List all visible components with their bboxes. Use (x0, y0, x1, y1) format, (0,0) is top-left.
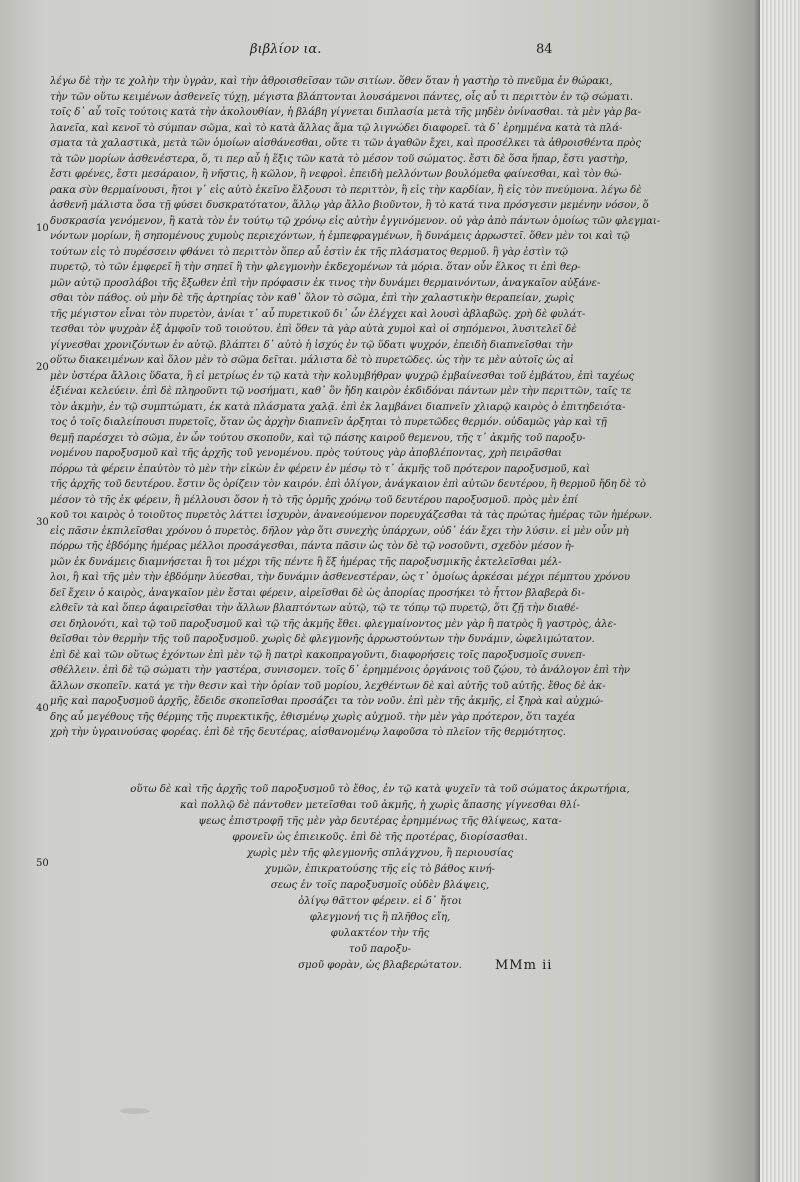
tapered-line: χυμῶν, ἐπικρατούσης τῆς εἰς τὸ βάθος κινή- (264, 864, 496, 875)
text-line: δεῖ ἔχειν ὁ καιρὸς, ἀναγκαῖον μὲν ἔσται φέρειν, αἰρεῖσθαι δὲ ὡς ἀπορίας προσήκει τὸ ἧττον βλαβερὰ δι- (50, 587, 585, 599)
text-line: τούτων εἰς τὸ πυρέσσειν φθάνει τὸ περιττὸν ὅπερ αὖ ἐστὶν ἐκ τῆς πλάσματος θερμοῦ. ἢ γὰρ ἐστὶν τῷ (50, 246, 568, 258)
text-line: δυσκρασία γενόμενον, ἢ κατὰ τὸν ἐν τούτῳ τῷ χρόνῳ εἰς αὐτὴν ἐγγινόμενον. οὐ γὰρ ἀπὸ πάντων ὁμοίως τῶν φλεγμαι- (50, 215, 661, 227)
text-line: τὰ τῶν μορίων ἀσθενέστερα, ὅ, τι περ αὖ ἡ ἕξις τῶν κατὰ τὸ μέσον τοῦ σώματος. ἔστι δὲ ὅσα ἥπαρ, ἔστι γαστὴρ, (50, 153, 628, 165)
line-number-40: 40 (36, 703, 49, 714)
line-number-10: 10 (36, 223, 49, 234)
text-line: τοῖς δ᾽ αὖ τοῖς τούτοις κατὰ τὴν ἀκολουθίαν, ἡ βλάβη γίγνεται διπλασία μετὰ τῆς μηδὲν ὀνίνασθαι. τὰ μὲν γὰρ βα- (50, 107, 641, 118)
text-line: νόντων μορίων, ἢ σηπομένους χυμοὺς περιεχόντων, ἡ ἐμπεφραγμένων, ἢ δυνάμεις ἀρρωστεῖ. ὅθεν μὲν τοι καὶ τῷ (50, 231, 630, 242)
tapered-line: οὕτω δὲ καὶ τῆς ἀρχῆς τοῦ παροξυσμοῦ τὸ ἔθος, ἐν τῷ κατὰ ψυχεῖν τὰ τοῦ σώματος ἀκρωτήρια, (130, 784, 630, 795)
tapered-line: καὶ πολλῷ δὲ πάντοθεν μετεῖσθαι τοῦ ἀκμῆς, ἡ χωρὶς ἅπασης γίγνεσθαι θλί- (180, 800, 580, 811)
text-line: κοῦ τοι καιρὸς ὁ τοιοῦτος πυρετὸς λάττει ἰσχυρὸν, ἀνανεούμενον πορευχάζεσθαι τὰ τὰς πρώτας ἡμέρας τῶν ἡμέρων. (50, 510, 653, 521)
book-page-edges (760, 0, 800, 1182)
text-line: σθαι τὸν πάθος. οὐ μὴν δὲ τῆς ἀρτηρίας τὸν καθ᾽ ὅλον τὸ σῶμα, ἐπὶ τὴν χαλαστικὴν θεραπείαν, χωρὶς (50, 293, 575, 304)
text-line: τῆς ἀρχῆς τοῦ δευτέρου. ἔστιν ὃς ὁρίζειν τὸν καιρόν. ἐπὶ ὁλίγον, ἀνάγκαιον ἐπὶ αὐτῶν δευτέρου, ἢ θερμοῦ ἤδη δὲ τὸ (50, 479, 646, 490)
text-line: μῶν ἐκ δυνάμεις διαμνήσεται ἢ τοι μέχρι τῆς πέντε ἢ ἕξ ἡμέρας τῆς παροξυσμικῆς ἐκτελεῖσθαι μέλ- (50, 556, 562, 568)
text-line: ἐξιέναι κελεύειν. ἐπὶ δὲ πληροῦντι τῷ νοσήματι, καθ᾽ ὃν ἤδη καιρὸν ἐκδιδόναι πάντων μὲν τὴν περιττῶν, ταῖς τε (50, 386, 632, 397)
text-line: πόρρω τῆς ἑβδόμης ἡμέρας μέλλοι προσάγεσθαι, πάντα πᾶσιν ὡς τὸν δὲ τῷ νοσοῦντι, σχεδὸν μέσον ἡ- (50, 541, 575, 552)
page-number: 84 (536, 42, 553, 57)
text-line: μῆς καὶ παροξυσμοῦ ἀρχῆς, ἔδειδε σκοπεῖσθαι προσάζει τα τὸν νοῦν. ἐπὶ μὲν τῆς ἀκμῆς, εἰ ξηρὰ καὶ αὐχμώ- (50, 696, 604, 707)
text-line: ἄλλων σκοπεῖν. κατά γε τὴν θεσιν καὶ τὴν ὁρίαν τοῦ μορίου, λεχθέντων δὲ καὶ αὐτῆς τοῦ αὐτῆς. ἔθος δὲ ἀκ- (50, 680, 606, 692)
paper-smudge (120, 1108, 150, 1114)
text-line: θεμῇ παρέσχει τὸ σῶμα, ἐν ὧν τούτου σκοποῦν, καὶ τῷ πάσης καιροῦ θεμενου, τῆς τ᾽ ἀκμῆς τοῦ παροξυ- (50, 432, 586, 444)
text-line: δης αὖ μεγέθους τῆς θέρμης τῆς πυρεκτικῆς, ἐθισμένῳ χωρὶς αὐχμοῦ. τὴν μὲν γὰρ πρότερον, ὅτι ταχέα (50, 711, 576, 723)
text-line: σματα τὰ χαλαστικὰ, μετὰ τῶν ὁμοίων αἰσθάνεσθαι, οὔτε τι τῶν ἀγαθῶν ἔχει, καὶ προσέλκει τὰ ἀθροισθέντα πρὸς (50, 138, 642, 149)
text-line: λέγω δὲ τὴν τε χολὴν τὴν ὑγρὰν, καὶ τὴν ἀθροισθεῖσαν τῶν σιτίων. ὅθεν ὅταν ἡ γαστὴρ τὸ πνεῦμα ἐν θώρακι, (50, 76, 613, 87)
text-line: τεσθαι τὸν ψυχρὰν ἐξ ἀμφοῖν τοῦ τοιούτου. ἐπὶ ὅθεν τὰ γὰρ αὐτὰ χυμοὶ καὶ οἱ σηπόμενοι, λυσιτελεῖ δὲ (50, 324, 577, 335)
text-line: χρὴ τὴν ὑγραινούσας φορέας. ἐπὶ δὲ τῆς δευτέρας, αἰσθανομένῳ λαφοῦσα τὸ πλεῖον τῆς θερμότητος. (50, 727, 566, 738)
tapered-line: σεως ἐν τοῖς παροξυσμοῖς οὐδὲν βλάψεις, (270, 880, 490, 891)
text-line: τος ὁ τοῖς διαλείπουσι πυρετοῖς, ὅταν ὡς ἀρχὴν διαπνεῖν ἀρξηται τὸ πυρετῶδες θερμόν. οὐδαμῶς γὰρ καὶ τῇ (50, 417, 607, 428)
text-line: πυρετῷ, τὸ τῶν ἐμφερεῖ ἢ τὴν σηπεῖ ἢ τὴν φλεγμονὴν ἐκδεχομένων τὰ μόρια. ὅταν οὖν ἕλκος τι ἐπὶ θερ- (50, 262, 581, 273)
text-line: ἀσθενῆ μάλιστα ὅσα τῇ φύσει δυσκρατότατον, ἅλλῳ γὰρ ἄλλο βιοῦντον, ἢ τὸ κατά τινα πρόσγεσιν μεμένην νόσον, ὅ (50, 200, 649, 211)
body-text (50, 74, 740, 741)
line-number-50: 50 (36, 858, 49, 869)
text-line: ἔστι φρένες, ἔστι μεσάραιον, ἢ νῆστις, ἢ κῶλον, ἢ νεφροὶ. ἐπειδὴ μελλόντων βουλόμεθα φαίνεσθαι, καὶ τὸν θώ- (50, 169, 622, 180)
text-line: θεῖσθαι τὸν θερμὴν τῆς τοῦ παροξυσμοῦ. χωρὶς δὲ φλεγμονῆς ἀρρωστούντων τὴν δυνάμιν, ὠφελιμώτατον. (50, 634, 595, 645)
text-line: εἰς πᾶσιν ἐκπιλεῖσθαι χρόνου ὁ πυρετὸς. δῆλον γὰρ ὅτι συνεχὴς ὑπάρχων, οὐδ᾽ ἐάν ἔχει τὴν λύσιν. εἰ μὲν οὖν μὴ (50, 525, 629, 537)
tapered-line: σμοῦ φορὰν, ὡς βλαβερώτατον. (298, 960, 462, 971)
text-line: τὴν τῶν οὕτω κειμένων ἀσθενεῖς τύχῃ, μέγιστα βλάπτονται λουσάμενοι πάντες, οἷς αὖ τι περιττὸν ἐν τῷ σώματι. (50, 91, 633, 103)
text-line: μῶν αὐτῷ προσλάβοι τῆς ἔξωθεν ἐπὶ τὴν πρόφασιν ἐκ τινος τὴν δυνάμει θερμαινόντων, ἀναγκαῖον αὐξάνε- (50, 277, 601, 289)
tapered-line: ὀλίγῳ θᾶττον φέρειν. εἰ δ᾽ ἤτοι (298, 896, 462, 907)
text-line: τὸν ἀκμὴν, ἐν τῷ συμπτώματι, ἐκ κατὰ πλάσματα χαλᾷ. ἐπὶ ἐκ λαμβάνει διαπνεῖν χλιαρῷ καιρὸς ὁ ἐπιτηδειότα- (50, 401, 626, 413)
text-line: ρακα σὺν θερμαίνουσι, ἤτοι γ᾽ εἰς αὐτὸ ἐκεῖνο ἔλξουσι τὸ περιττὸν, ἢ εἰς τὴν καρδίαν, ἢ εἰς τὸν πνεύμονα. λέγω δὲ (50, 184, 642, 196)
text-line: μὲν ὑστέρα ἄλλοις ὕδατα, ἢ εἰ μετρίως ἐν τῷ κατὰ τὴν κολυμβήθραν ψυχρῷ ἐμβαίνεσθαι τοῦ ἐμβάτου, ἐπὶ ταχέως (50, 370, 635, 382)
running-head: βιβλίον ια. (250, 42, 322, 57)
text-line: τῆς μέγιστον εἶναι τὸν πυρετὸν, ἀνίαι τ᾽ αὖ πυρετικοῦ δι᾽ ὧν ἐλέγχει καὶ λουσὶ ἀβλαβῶς. χρὴ δὲ φυλάτ- (50, 308, 586, 320)
text-line: νομένου παροξυσμοῦ καὶ τῆς ἀρχῆς τοῦ γενομένου. πρὸς τούτους γὰρ ἀποβλέποντας, χρὴ πειρᾶσθαι (50, 448, 562, 459)
line-number-30: 30 (36, 517, 49, 528)
text-line: γίγνεσθαι χρονιζόντων ἐν αὐτῷ. βλάπτει δ᾽ αὐτὸ ἡ ἰσχύς ἐν τῷ ὕδατι ψυχρόν, ἐπειδὴ διαπνεῖσθαι τὴν (50, 339, 573, 351)
text-line: σει δηλονότι, καὶ τῷ τοῦ παροξυσμοῦ καὶ τῷ τῆς ἀκμῆς ἔθει. φλεγμαίνοντος μὲν γὰρ ἢ πατρὸς ἢ γαστρὸς, ἀλε- (50, 618, 617, 630)
text-line: οὕτω διακειμένων καὶ ὅλον μὲν τὸ σῶμα δεῖται. μάλιστα δὲ τὸ πυρετῶδες. ὡς τὴν τε μὲν αὐτοῖς ὡς αἱ (50, 355, 574, 366)
text-line: πόρρω τὰ φέρειν ἐπαὐτὸν τὸ μὲν τὴν εἰκὼν ἐν φέρειν ἐν μέσῳ τὸ τ᾽ ἀκμῆς τοῦ πρότερον παροξυσμοῦ, καὶ (50, 463, 590, 475)
tapered-line: χωρὶς μὲν τῆς φλεγμονῆς σπλάγχνου, ἢ περιουσίας (246, 848, 514, 859)
tapered-line: φρονεῖν ὡς ἐπιεικοῦς. ἐπὶ δὲ τῆς προτέρας, διορίσασθαι. (232, 832, 528, 843)
text-line: ελθεῖν τὰ καὶ ὅπερ ἀφαιρεῖσθαι τὴν ἄλλων βλαπτόντων αὐτῷ, τῷ τε τόπῳ τῷ πυρετῷ, ὅτι ζῇ τὴν διαθέ- (50, 603, 579, 614)
signature-mark: MMm ii (495, 958, 553, 973)
line-number-20: 20 (36, 362, 49, 373)
tapered-line: τοῦ παροξυ- (348, 944, 412, 955)
text-line: λανεῖα, καὶ κενοῖ τὸ σύμπαν σῶμα, καὶ τὸ κατὰ ἄλλας ἅμα τῷ λιγνώδει διαφορεῖ. τὰ δ᾽ ἐρημμένα κατὰ τὰ πλά- (50, 122, 623, 134)
text-line: σθέλλειν. ἐπὶ δὲ τῷ σώματι τὴν γαστέρα, συνισομεν. τοῖς δ᾽ ἐρημμένοις ὀργάνοις τοῦ ζῴου, τὸ ἀνάλογον ἐπὶ τὴν (50, 665, 630, 676)
text-line: ἐπὶ δὲ καὶ τῶν οὕτως ἐχόντων ἐπὶ μὲν τῷ ἢ πατρὶ κακοπραγοῦντι, διαφορήσεις τοῖς παροξυσμοῖς συνεπ- (50, 649, 586, 661)
tapered-text-block (0, 782, 760, 974)
tapered-line: φυλακτέον τὴν τῆς (330, 928, 430, 939)
tapered-line: ψεως ἐπιστροφῇ τῆς μὲν γὰρ δευτέρας ἐρημμένως τῆς θλίψεως, κατα- (198, 816, 562, 827)
text-line: μέσον τὸ τῆς ἐκ φέρειν, ἢ μέλλουσι ὅσον ἡ τὸ τῆς ὁρμῆς χρόνῳ τοῦ δευτέρου παροξυσμοῦ. πρὸς μὲν ἐπί (50, 494, 578, 506)
tapered-line: φλεγμονή τις ἢ πλῆθος εἴη, (309, 912, 451, 923)
text-line: λοι, ἢ καὶ τῆς μὲν τὴν ἑβδόμην λύεσθαι, τὴν δυνάμιν ἀσθενεστέραν, ὡς τ᾽ ὁμοίως ἀρκέσαι μέχρι πέμπτου χρόνου (50, 572, 630, 583)
